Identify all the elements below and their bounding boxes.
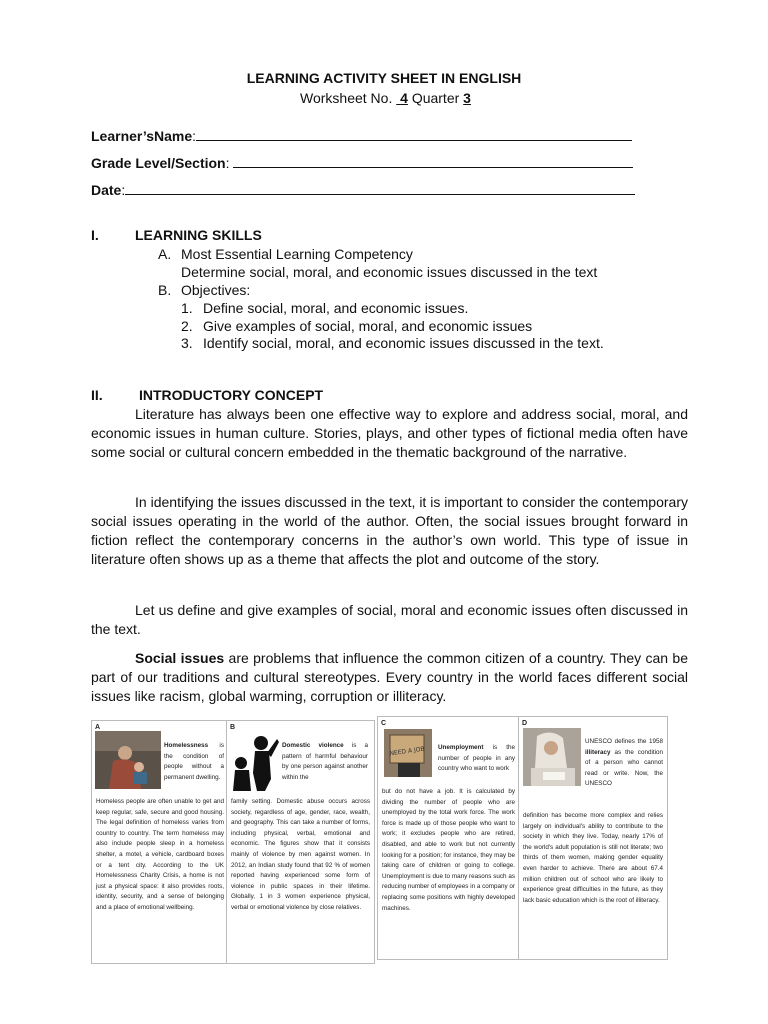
list-letter: B.	[158, 282, 172, 298]
social-issues-term: Social issues	[135, 650, 225, 666]
figure-b-heading: Domestic violence is a pattern of harmful behaviour by one person against another within the	[282, 742, 368, 781]
worksheet-label: Worksheet No.	[300, 90, 393, 106]
figure-c-body: but do not have a job. It is calculated by dividing the number of people who are unemployed by the total work force. The work force is made up of those people who want to work; it excludes people who are retired, disabled, and able to work but not currently looking for a position; for instance, they may be taking care of children or going to college. Unemployment is due to many reasons such as reducing number of employees in a company or replacing some positions with highly developed machines.	[382, 788, 516, 912]
objective-item: 2. Give examples of social, moral, and economic issues	[181, 318, 533, 334]
figure-label: A	[95, 724, 101, 731]
sign-text: NEED A JOB	[389, 745, 425, 758]
figure-b-body: family setting. Domestic abuse occurs across society, regardless of age, gender, race, wealth, and geography. This can take a number of forms, including physical, verbal, emotional and economic. The figures show that it consists mainly of violence by men against women. In 2012, an Indian study found that 92 % of women reported having experienced some form of violence in public spaces in their lifetime. Globally, 1 in 3 women experience physical, verbal or emotional violence by close relatives.	[231, 798, 370, 911]
intro-paragraph-1: Literature has always been one effective way to explore and address social, moral, and economic issues in human culture. Stories, plays, and other types of fictional media often have some social or cultural concern embedded in the thematic background of the narrative.	[91, 406, 688, 460]
figure-label: B	[230, 724, 236, 731]
competency-title: Most Essential Learning Competency	[181, 246, 413, 262]
figure-d-body: definition has become more complex and relies largely on individual's ability to contribute to the society in which they live. Today, nearly 17% of the world's adult population is still not literate; two thirds of them women, making gender equality even harder to achieve. There are about 67.4 million children out of school who are likely to experience great difficulties in the future, as they lack basic education which is the root of illiteracy.	[523, 812, 663, 904]
date-label: Date	[91, 182, 122, 198]
figure-panel-ab	[91, 720, 375, 964]
learner-name-label: Learner’sName	[91, 128, 193, 144]
worksheet-number: 4	[400, 90, 408, 106]
homeless-photo	[95, 731, 161, 789]
intro-paragraph-3: Let us define and give examples of social, moral and economic issues often discussed in the text.	[91, 602, 688, 637]
objective-item: 3. Identify social, moral, and economic issues discussed in the text.	[181, 335, 604, 351]
section-title: INTRODUCTORY CONCEPT	[139, 387, 324, 403]
list-letter: A.	[158, 246, 172, 262]
illiteracy-photo	[523, 728, 581, 786]
section-learning-skills	[91, 227, 262, 243]
figure-label: C	[381, 720, 387, 727]
figure-a-heading: Homelessness is the condition of people without a permanent dwelling.	[164, 742, 224, 781]
learner-name-field[interactable]: Learner’sName:	[91, 128, 632, 144]
learner-name-line[interactable]	[196, 128, 632, 141]
section-number: II.	[91, 387, 103, 403]
grade-section-line[interactable]	[233, 155, 633, 168]
intro-paragraph-2: In identifying the issues discussed in the text, it is important to consider the contemporary social issues operating in the world of the author. Often, the social issues brought forward in fiction reflect the contemporary concerns in the author’s own world. This type of issue in literature often shows up as a theme that affects the plot and outcome of the story.	[91, 494, 688, 567]
figure-c-unemployment	[378, 717, 519, 959]
objectives-title: Objectives:	[181, 282, 251, 298]
competency-text: Determine social, moral, and economic issues discussed in the text	[181, 264, 598, 280]
figure-a-homelessness	[92, 721, 227, 963]
figure-b-domestic-violence	[227, 721, 374, 963]
section-introductory-concept	[91, 387, 323, 403]
worksheet-line	[300, 90, 471, 106]
section-title: LEARNING SKILLS	[135, 227, 262, 243]
domestic-violence-silhouette	[231, 733, 279, 791]
quarter-number: 3	[463, 90, 471, 106]
objectives-heading	[158, 281, 250, 299]
date-field[interactable]: Date:	[91, 182, 635, 198]
section-number: I.	[91, 227, 99, 243]
quarter-label: Quarter	[411, 90, 460, 106]
date-line[interactable]	[125, 182, 635, 195]
figure-d-heading: UNESCO defines the 1958 illiteracy as the condition of a person who cannot read or write. Now, the UNESCO	[585, 738, 663, 788]
figure-panel-cd	[377, 716, 668, 960]
grade-section-label: Grade Level/Section	[91, 155, 226, 171]
figure-label: D	[522, 720, 528, 727]
competency-heading	[158, 245, 413, 263]
figure-a-body: Homeless people are often unable to get and keep regular, safe, secure and good housing. The legal definition of homeless varies from country to country. The term homeless may also include people sleep in a homeless shelter, a motel, a vehicle, cardboard boxes or a tent city. According to the UK Homelessness Charity Crisis, a home is not just a physical space: it also provides roots, identity, security, and a sense of belonging and a place of emotional wellbeing.	[96, 798, 224, 911]
sheet-title: LEARNING ACTIVITY SHEET IN ENGLISH	[246, 70, 522, 86]
need-a-job-sign-photo	[384, 729, 432, 777]
social-issues-paragraph: Social issues are problems that influence the common citizen of a country. They can be part of our traditions and cultural stereotypes. Every country in the world faces different social issues like racism, global warming, corruption or illiteracy.	[91, 650, 689, 704]
grade-section-field[interactable]: Grade Level/Section:	[91, 155, 633, 171]
objective-item: 1. Define social, moral, and economic issues.	[181, 300, 469, 316]
figure-d-illiteracy	[519, 717, 667, 959]
figure-c-heading: Unemployment is the number of people in any country who want to work	[438, 744, 515, 773]
